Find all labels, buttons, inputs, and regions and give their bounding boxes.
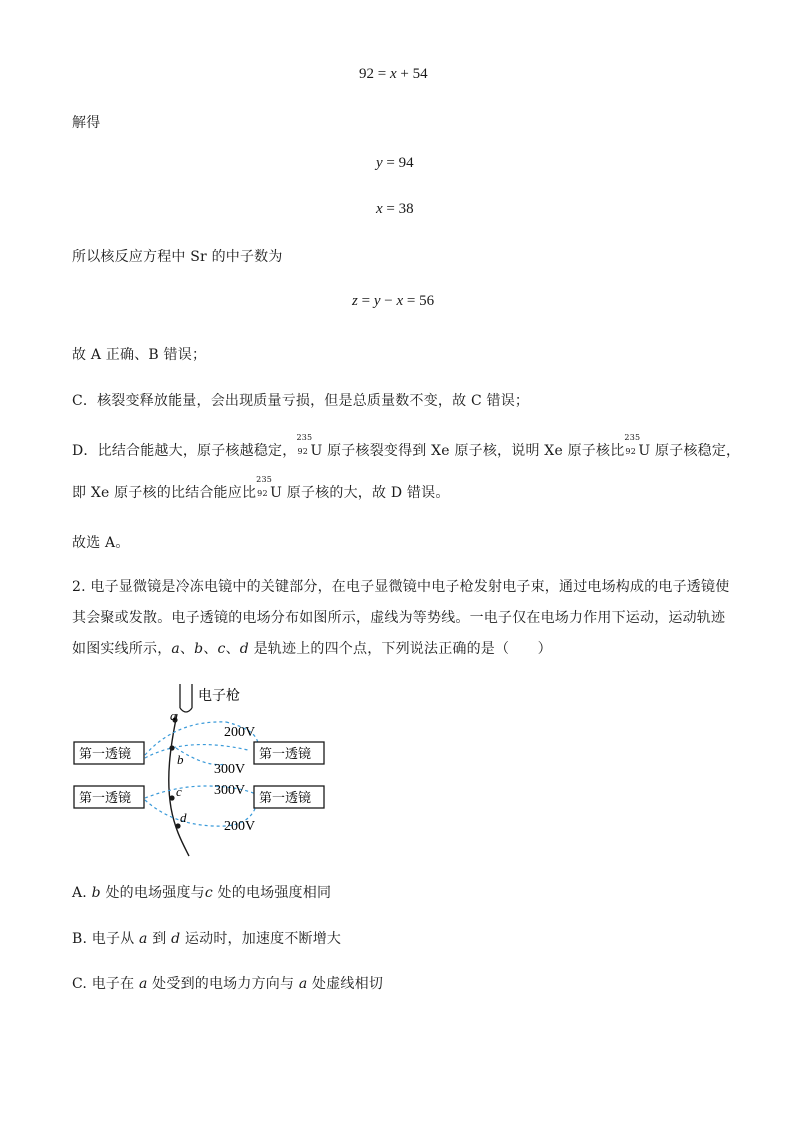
jiede-text: 解得 (72, 115, 101, 131)
gun-label: 电子枪 (198, 688, 240, 704)
option-c-analysis: C．核裂变释放能量，会出现质量亏损，但是总质量数不变，故 C 错误； (72, 393, 530, 409)
option-b[interactable]: B. 电子从 a 到 d 运动时，加速度不断增大 (72, 931, 342, 947)
equation-4: z = y − x = 56 (352, 293, 435, 309)
option-d-analysis-line1: D．比结合能越大，原子核越稳定， 235 92 U 原子核裂变得到 Xe 原子核，说明 Xe 原子核比 235 92 U 原子核稳定， (72, 433, 741, 459)
electron-lens-diagram (66, 678, 336, 858)
question-2-line3: 如图实线所示，a、b、c、d 是轨迹上的四个点，下列说法正确的是（ ） (72, 641, 552, 657)
uranium-isotope: 235 92 (624, 433, 641, 456)
option-d-analysis-line2: 即 Xe 原子核的比结合能应比 235 92 U 原子核的大，故 D 错误。 (72, 475, 450, 501)
option-c[interactable]: C. 电子在 a 处受到的电场力方向与 a 处虚线相切 (72, 976, 384, 992)
lens-label-right-top: 第一透镜 (259, 747, 312, 762)
point-b (169, 745, 174, 750)
point-c (169, 795, 174, 800)
point-c-label: c (176, 784, 182, 799)
lens-label-left-top: 第一透镜 (79, 747, 132, 762)
voltage-300v-bottom: 300V (214, 783, 246, 798)
lens-label-left-bottom: 第一透镜 (79, 791, 132, 806)
uranium-isotope: 235 92 (256, 475, 273, 498)
conclusion-ab: 故 A 正确、B 错误； (72, 347, 207, 363)
equipotential-200v-top-left (145, 722, 226, 755)
question-2-line1: 2. 电子显微镜是冷冻电镜中的关键部分，在电子显微镜中电子枪发射电子束，通过电场构成的电子透镜使 (72, 579, 730, 595)
equipotential-300v-top (145, 745, 248, 758)
option-a[interactable]: A. b 处的电场强度与c 处的电场强度相同 (72, 885, 332, 901)
equation-2: y = 94 (376, 155, 414, 171)
lens-label-right-bottom: 第一透镜 (259, 791, 312, 806)
point-b-label: b (177, 752, 184, 767)
voltage-200v-top: 200V (224, 725, 256, 740)
point-a-label: a (170, 708, 177, 723)
electron-lens-figure (66, 678, 336, 858)
voltage-300v-top: 300V (214, 762, 246, 777)
uranium-isotope: 235 92 (296, 433, 313, 456)
equation-3: x = 38 (376, 201, 414, 217)
point-d-label: d (180, 810, 187, 825)
answer-line: 故选 A。 (72, 535, 130, 551)
equation-1: 92 = x + 54 (359, 66, 428, 82)
question-2-line2: 其会聚或发散。电子透镜的电场分布如图所示，虚线为等势线。一电子仅在电场力作用下运动，运动轨迹 (72, 610, 726, 626)
sr-neutron-line: 所以核反应方程中 Sr 的中子数为 (72, 249, 283, 265)
electron-gun-icon (180, 684, 192, 712)
voltage-200v-bottom: 200V (224, 819, 256, 834)
